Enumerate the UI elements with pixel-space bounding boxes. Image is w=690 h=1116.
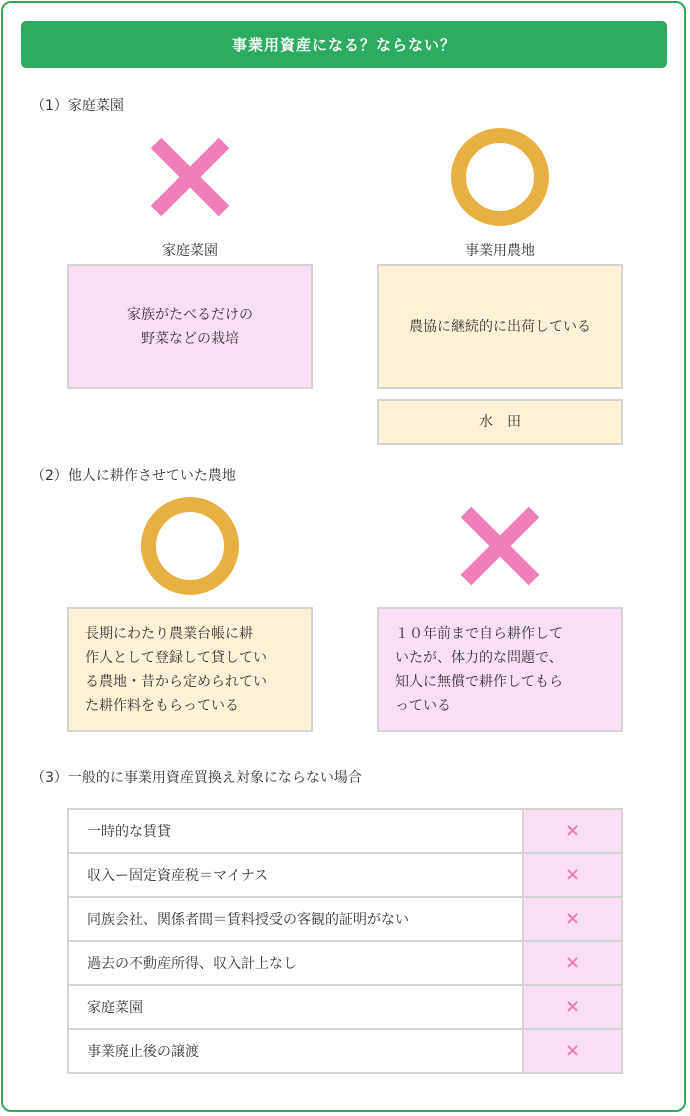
section3-title: （3）一般的に事業用資産買換え対象にならない場合 xyxy=(31,770,362,786)
table-row xyxy=(69,1028,621,1072)
home-garden-text: 家族がたべるだけの 野菜などの栽培 xyxy=(127,306,253,347)
page-title: 事業用資産になる？ならない？ xyxy=(21,21,667,68)
leased-farmland-box xyxy=(67,607,313,732)
row-mark-cell xyxy=(524,1030,621,1072)
cross-icon: × xyxy=(564,1040,581,1061)
row-mark-cell xyxy=(524,942,621,984)
row-label: 家庭菜園 xyxy=(69,986,524,1028)
home-garden-box xyxy=(67,264,313,389)
cross-icon: × xyxy=(564,864,581,885)
row-label: 事業廃止後の譲渡 xyxy=(69,1030,524,1072)
table-row xyxy=(69,940,621,984)
cross-icon xyxy=(148,135,232,219)
cross-icon: × xyxy=(564,908,581,929)
table-row xyxy=(69,810,621,852)
paddy-text: 水 田 xyxy=(479,414,521,430)
caption-home-garden: 家庭菜園 xyxy=(162,243,218,259)
row-label: 同族会社、関係者間＝賃料授受の客観的証明がない xyxy=(69,898,524,940)
row-mark-cell xyxy=(524,898,621,940)
section2-title: （2）他人に耕作させていた農地 xyxy=(31,468,236,484)
circle-icon xyxy=(140,496,240,596)
row-label: 収入ー固定資産税＝マイナス xyxy=(69,854,524,896)
caption-business-farmland: 事業用農地 xyxy=(465,243,535,259)
table-row xyxy=(69,984,621,1028)
table-row xyxy=(69,896,621,940)
row-mark-cell xyxy=(524,854,621,896)
business-farmland-text: 農協に継続的に出荷している xyxy=(409,318,591,335)
cross-icon xyxy=(458,504,542,588)
row-mark-cell xyxy=(524,986,621,1028)
paddy-box xyxy=(377,399,623,445)
row-label: 一時的な賃貸 xyxy=(69,810,524,852)
cross-icon: × xyxy=(564,952,581,973)
cross-icon: × xyxy=(564,996,581,1017)
leased-farmland-text: 長期にわたり農業台帳に耕 作人として登録して貸してい る農地・昔から定められてい た耕作料をもらっている xyxy=(85,625,267,714)
section1-title: （1）家庭菜園 xyxy=(31,98,124,114)
free-lent-farmland-text: １０年前まで自ら耕作して いたが、体力的な問題で、 知人に無償で耕作してもら っている xyxy=(395,625,563,714)
not-eligible-table xyxy=(67,808,623,1074)
table-row xyxy=(69,852,621,896)
cross-icon: × xyxy=(564,820,581,841)
row-mark-cell xyxy=(524,810,621,852)
row-label: 過去の不動産所得、収入計上なし xyxy=(69,942,524,984)
free-lent-farmland-box xyxy=(377,607,623,732)
business-farmland-box xyxy=(377,264,623,389)
circle-icon xyxy=(450,127,550,227)
